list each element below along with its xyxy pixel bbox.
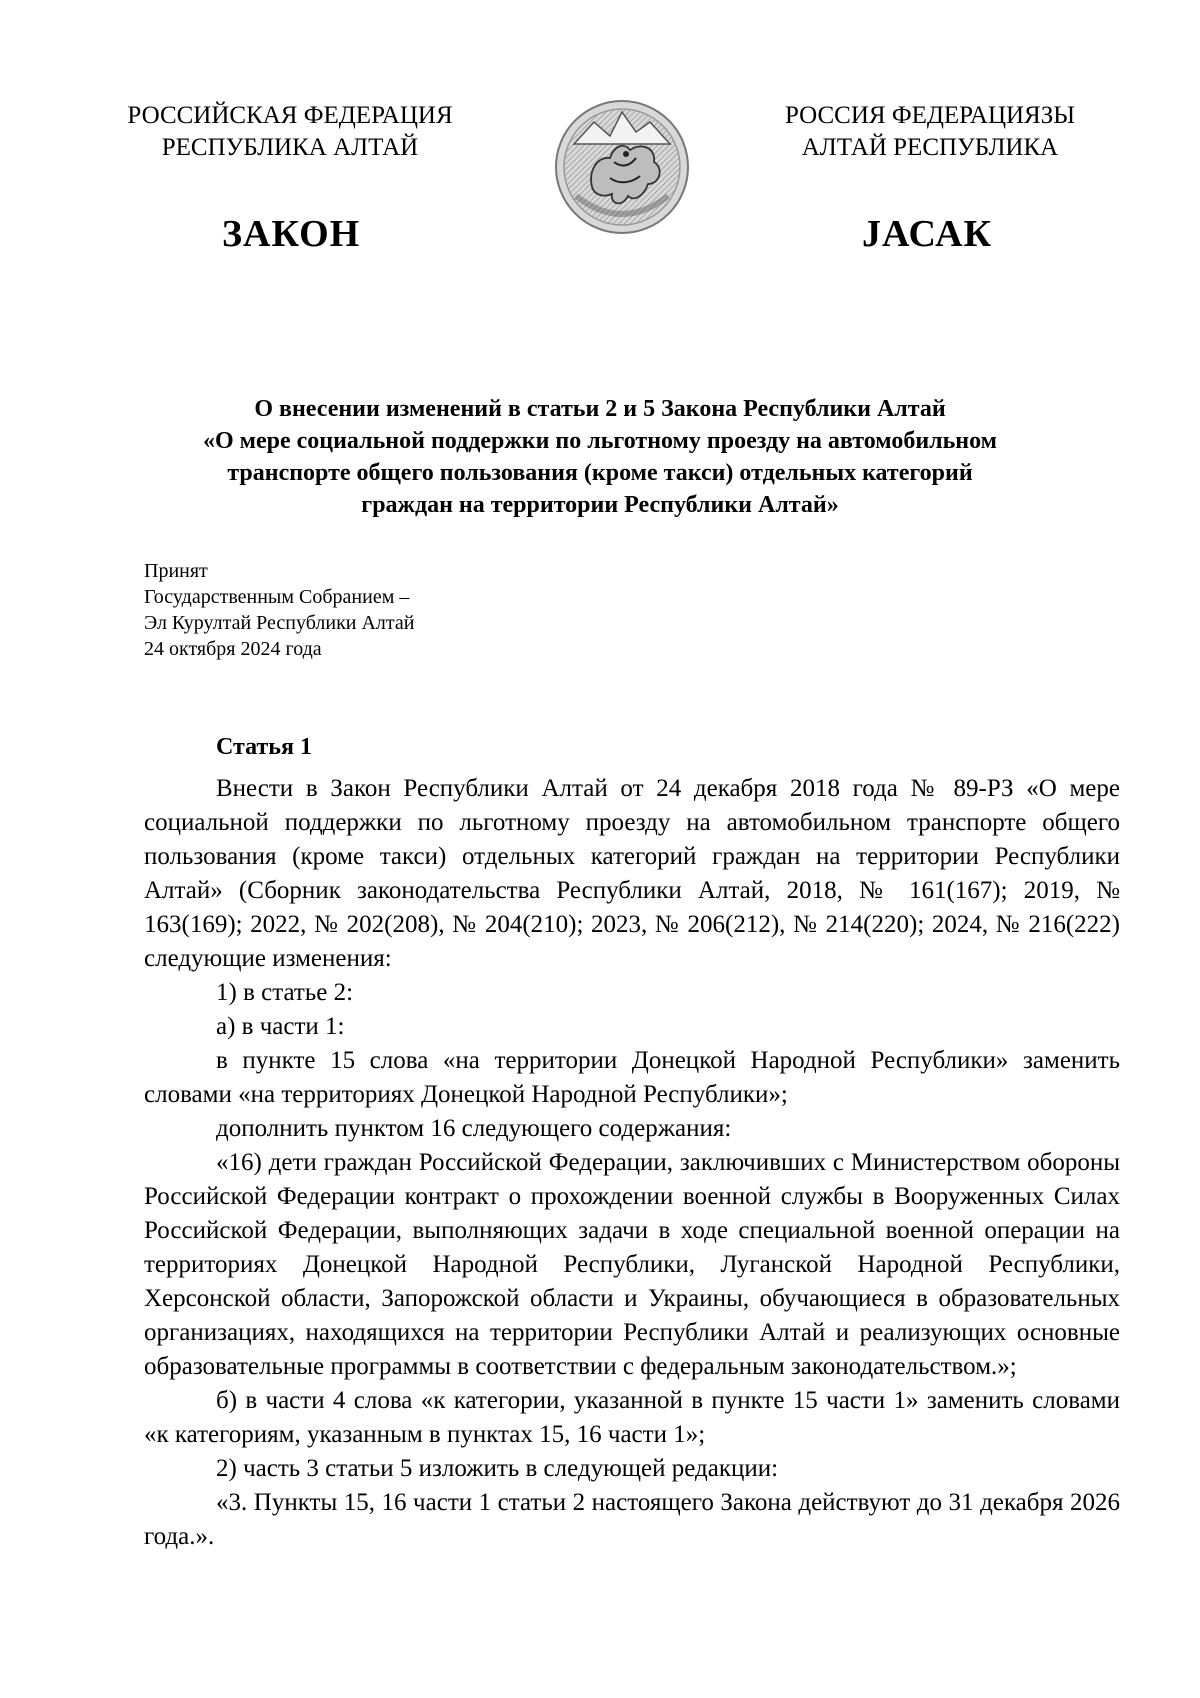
- article-paragraph: Внести в Закон Республики Алтай от 24 декабря 2018 года № 89-РЗ «О мере социальной поддержки по льготному проезду на автомобильном транспорте общего пользования (кроме такси) отдельных категорий граждан на территории Республики Алтай» (Сборник законодательства Республики Алтай, 2018, № 161(167); 2019, № 163(169); 2022, № 202(208), № 204(210); 2023, № 206(212), № 214(220); 2024, № 216(222) следующие изменения:: [144, 775, 1120, 972]
- article-paragraph: 2) часть 3 статьи 5 изложить в следующей редакции:: [216, 1455, 779, 1482]
- article-body: [144, 772, 1120, 1554]
- coat-of-arms-icon: [552, 92, 692, 242]
- header-left-line1: РОССИЙСКАЯ ФЕДЕРАЦИЯ: [127, 102, 453, 129]
- adoption-line: Государственным Собранием –: [144, 586, 410, 608]
- header-right-block: [735, 100, 1125, 164]
- article-paragraph: а) в части 1:: [216, 1013, 345, 1040]
- adoption-date: 24 октября 2024 года: [144, 638, 322, 660]
- header-left-line2: РЕСПУБЛИКА АЛТАЙ: [161, 134, 419, 161]
- header-right-line2: АЛТАЙ РЕСПУБЛИКА: [801, 134, 1059, 161]
- article-heading: Статья 1: [216, 734, 312, 760]
- law-title-altai: JАСАК: [862, 213, 993, 255]
- title-line: «О мере социальной поддержки по льготному проезду на автомобильном: [202, 428, 998, 454]
- adoption-line: Эл Курултай Республики Алтай: [144, 612, 415, 634]
- header-left-block: [80, 100, 500, 164]
- adoption-note: [144, 558, 414, 662]
- title-line: О внесении изменений в статьи 2 и 5 Закона Республики Алтай: [254, 396, 946, 422]
- document-title: [100, 393, 1100, 521]
- article-paragraph: «3. Пункты 15, 16 части 1 статьи 2 настоящего Закона действуют до 31 декабря 2026 года.».: [144, 1489, 1120, 1550]
- title-line: граждан на территории Республики Алтай»: [361, 492, 839, 518]
- adoption-line: Принят: [144, 560, 208, 582]
- article-paragraph: б) в части 4 слова «к категории, указанной в пункте 15 части 1» заменить словами «к категориям, указанным в пунктах 15, 16 части 1»;: [144, 1387, 1120, 1448]
- header-right-line1: РОССИЯ ФЕДЕРАЦИЯЗЫ: [784, 102, 1076, 129]
- article-paragraph: «16) дети граждан Российской Федерации, заключивших с Министерством обороны Российской Федерации контракт о прохождении военной службы в Вооруженных Силах Российской Федерации, выполняющих задачи в ходе специальной военной операции на территориях Донецкой Народной Республики, Луганской Народной Республики, Херсонской области, Запорожской области и Украины, обучающиеся в образовательных организациях, находящихся на территории Республики Алтай и реализующих основные образовательные программы в соответствии с федеральным законодательством.»;: [144, 1149, 1120, 1380]
- title-line: транспорте общего пользования (кроме такси) отдельных категорий: [227, 460, 973, 486]
- article-paragraph: дополнить пунктом 16 следующего содержания:: [216, 1115, 732, 1142]
- article-paragraph: в пункте 15 слова «на территории Донецкой Народной Республики» заменить словами «на территориях Донецкой Народной Республики»;: [144, 1047, 1120, 1108]
- law-title-russian: ЗАКОН: [222, 213, 361, 255]
- article-paragraph: 1) в статье 2:: [216, 979, 354, 1006]
